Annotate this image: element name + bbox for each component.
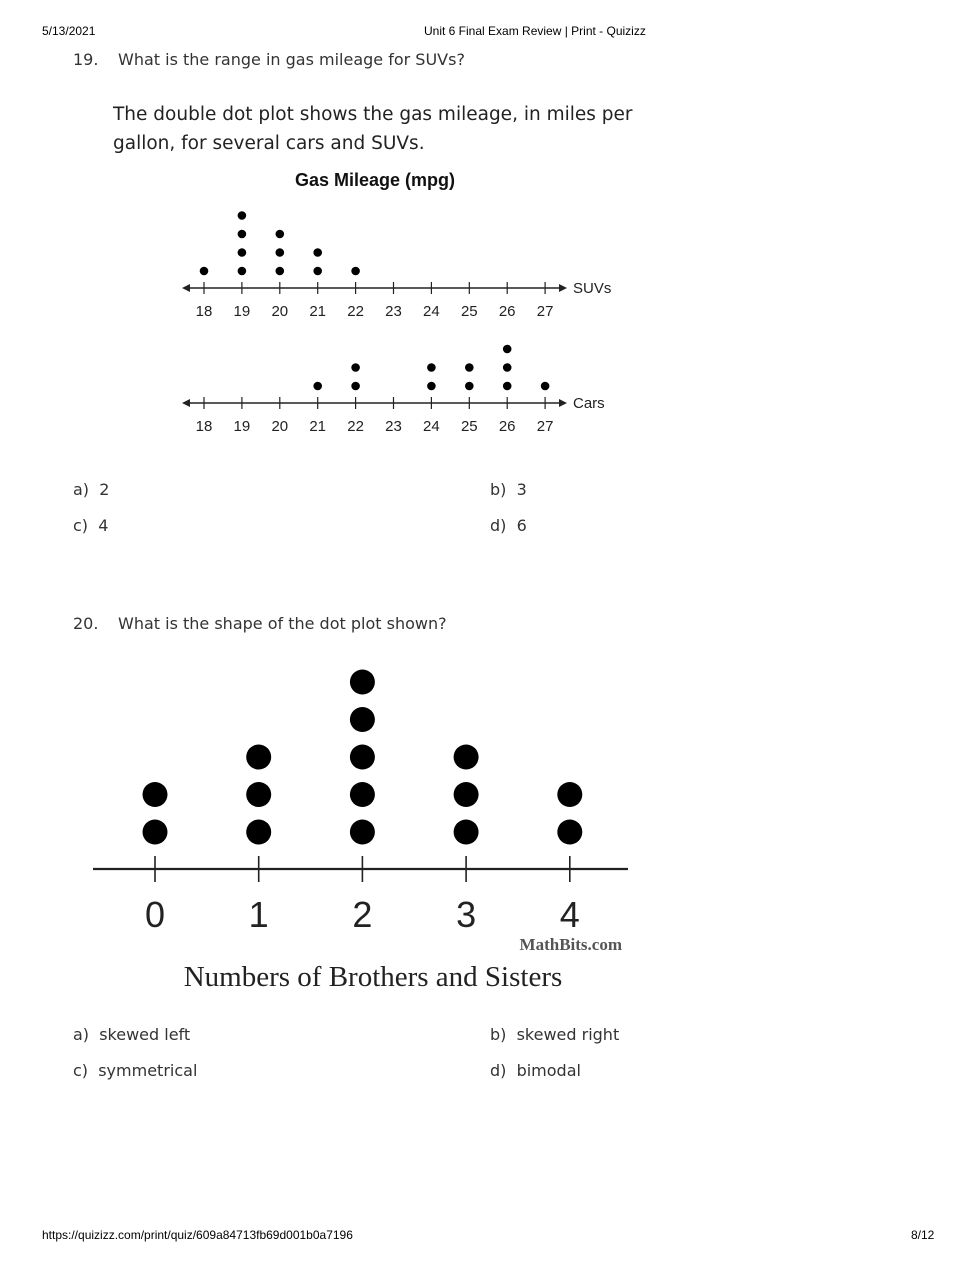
option-letter: a): [73, 480, 90, 499]
data-dot: [465, 363, 474, 372]
data-dot: [238, 211, 247, 220]
data-dot: [557, 820, 582, 845]
data-dot: [427, 363, 436, 372]
question-text: What is the range in gas mileage for SUVs?: [118, 50, 465, 69]
tick-label: 27: [536, 303, 554, 320]
answer-option-c[interactable]: [73, 516, 108, 535]
caption-line: gallon, for several cars and SUVs.: [113, 133, 425, 154]
data-dot: [276, 248, 285, 257]
data-dot: [465, 382, 474, 391]
data-dot: [454, 820, 479, 845]
chart-title: Numbers of Brothers and Sisters: [183, 961, 563, 993]
tick-label: 21: [309, 303, 327, 320]
option-text: 3: [516, 480, 527, 499]
tick-label: 0: [144, 894, 166, 935]
data-dot: [238, 267, 247, 276]
option-letter: b): [490, 1025, 507, 1044]
tick-label: 27: [536, 418, 554, 435]
option-letter: d): [490, 1061, 507, 1080]
axis-arrow-right: [559, 284, 567, 292]
tick-label: 3: [456, 894, 477, 935]
data-dot: [238, 248, 247, 257]
tick-label: 22: [347, 418, 364, 435]
answer-option-b[interactable]: [490, 480, 527, 499]
answer-option-c[interactable]: [73, 1061, 197, 1080]
data-dot: [427, 382, 436, 391]
tick-label: 23: [385, 418, 402, 435]
tick-label: 20: [271, 303, 289, 320]
option-text: bimodal: [516, 1061, 581, 1080]
question-number: 20.: [73, 614, 99, 633]
axis-arrow-right: [559, 399, 567, 407]
axis-arrow-left: [182, 399, 190, 407]
data-dot: [454, 745, 479, 770]
row-label: Cars: [573, 395, 605, 412]
siblings-dot-plot-marks: [93, 670, 628, 936]
data-dot: [503, 345, 512, 354]
axis-arrow-left: [182, 284, 190, 292]
chart-title: Gas Mileage (mpg): [294, 170, 456, 190]
question-image-caption: [113, 100, 653, 158]
tick-label: 4: [559, 894, 580, 935]
tick-label: 20: [271, 418, 289, 435]
print-title: Unit 6 Final Exam Review | Print - Quizizz: [424, 24, 646, 38]
print-url: https://quizizz.com/print/quiz/609a84713fb69d001b0a7196: [42, 1228, 353, 1242]
data-dot: [350, 820, 375, 845]
option-text: 4: [98, 516, 109, 535]
data-dot: [454, 782, 479, 807]
data-dot: [351, 382, 360, 391]
data-dot: [313, 382, 322, 391]
answer-option-a[interactable]: [73, 1025, 190, 1044]
tick-label: 21: [309, 418, 327, 435]
tick-label: 18: [195, 303, 213, 320]
data-dot: [503, 382, 512, 391]
tick-label: 18: [195, 418, 213, 435]
data-dot: [246, 820, 271, 845]
data-dot: [276, 230, 285, 239]
tick-label: 25: [460, 303, 478, 320]
option-letter: c): [73, 1061, 89, 1080]
tick-label: 24: [423, 303, 440, 320]
data-dot: [503, 363, 512, 372]
option-letter: b): [490, 480, 507, 499]
option-letter: a): [73, 1025, 90, 1044]
data-dot: [246, 745, 271, 770]
tick-label: 25: [460, 418, 478, 435]
row-label: SUVs: [573, 280, 612, 297]
suv-dot-plot: [182, 211, 611, 320]
data-dot: [351, 267, 360, 276]
tick-label: 26: [498, 303, 516, 320]
data-dot: [246, 782, 271, 807]
tick-label: 26: [498, 418, 516, 435]
data-dot: [350, 745, 375, 770]
data-dot: [351, 363, 360, 372]
question-text: What is the shape of the dot plot shown?: [118, 614, 447, 633]
data-dot: [350, 670, 375, 695]
option-letter: c): [73, 516, 89, 535]
answer-option-b[interactable]: [490, 1025, 619, 1044]
option-text: symmetrical: [98, 1061, 198, 1080]
data-dot: [143, 782, 168, 807]
answer-option-a[interactable]: [73, 480, 109, 499]
data-dot: [557, 782, 582, 807]
tick-label: 19: [233, 418, 251, 435]
data-dot: [143, 820, 168, 845]
tick-label: 23: [385, 303, 402, 320]
tick-label: 2: [352, 894, 373, 935]
data-dot: [350, 782, 375, 807]
data-dot: [276, 267, 285, 276]
data-dot: [313, 267, 322, 276]
data-dot: [313, 248, 322, 257]
data-dot: [200, 267, 209, 276]
print-page-number: 8/12: [911, 1228, 935, 1242]
car-dot-plot: [182, 345, 605, 435]
print-date: 5/13/2021: [42, 24, 96, 38]
question-number: 19.: [73, 50, 99, 69]
data-dot: [238, 230, 247, 239]
option-letter: d): [490, 516, 507, 535]
tick-label: 1: [248, 894, 269, 935]
tick-label: 22: [347, 303, 364, 320]
option-text: skewed right: [516, 1025, 620, 1044]
answer-option-d[interactable]: [490, 1061, 581, 1080]
option-text: 2: [99, 480, 110, 499]
tick-label: 19: [233, 303, 251, 320]
option-text: skewed left: [99, 1025, 191, 1044]
tick-label: 24: [423, 418, 440, 435]
answer-option-d[interactable]: [490, 516, 527, 535]
caption-line: The double dot plot shows the gas mileage, in miles per: [113, 104, 633, 125]
data-dot: [541, 382, 550, 391]
option-text: 6: [516, 516, 527, 535]
data-dot: [350, 707, 375, 732]
chart-credit: MathBits.com: [519, 935, 622, 954]
